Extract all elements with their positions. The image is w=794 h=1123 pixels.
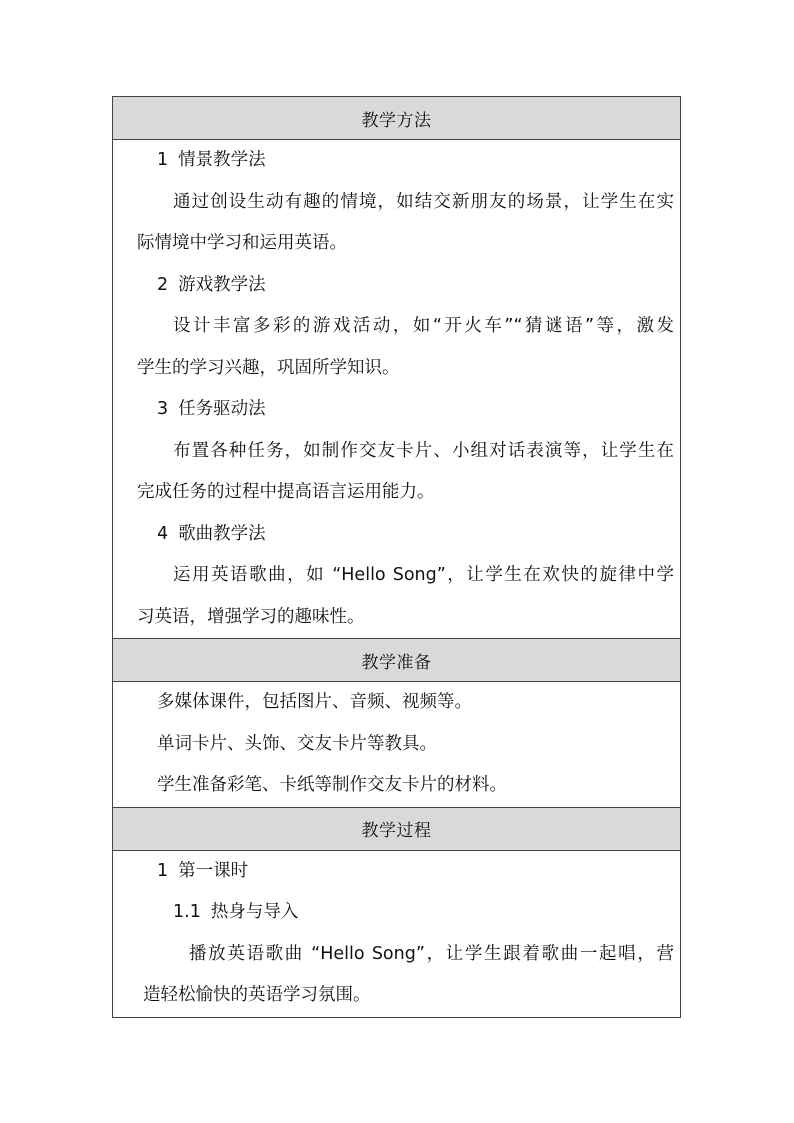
section-header-methods <box>113 97 680 140</box>
method-heading: 3 任务驱动法 <box>157 399 266 419</box>
preparation-item: 单词卡片、头饰、交友卡片等教具。 <box>157 733 437 754</box>
method-paragraph-line: 设计丰富多彩的游戏活动，如“开火车”“猜谜语”等，激发 <box>173 316 674 336</box>
section-header-label: 教学过程 <box>361 821 432 841</box>
method-heading: 4 歌曲教学法 <box>157 523 266 544</box>
process-paragraph-line: 造轻松愉快的英语学习氛围。 <box>143 985 371 1005</box>
preparation-item: 学生准备彩笔、卡纸等制作交友卡片的材料。 <box>157 775 507 795</box>
methods-section <box>113 140 680 638</box>
method-paragraph-line: 通过创设生动有趣的情境，如结交新朋友的场景，让学生在实 <box>173 191 674 212</box>
method-heading: 1 情景教学法 <box>157 150 266 170</box>
method-heading: 2 游戏教学法 <box>157 274 266 295</box>
preparation-section <box>113 682 680 807</box>
lesson-plan-table <box>112 96 681 1018</box>
method-paragraph-line: 际情境中学习和运用英语。 <box>137 233 347 253</box>
method-paragraph-line: 习英语，增强学习的趣味性。 <box>137 606 365 627</box>
method-paragraph-line: 完成任务的过程中提高语言运用能力。 <box>137 482 435 502</box>
section-header-label: 教学方法 <box>361 110 432 131</box>
method-paragraph-line: 运用英语歌曲，如 “Hello Song”，让学生在欢快的旋律中学 <box>173 565 674 585</box>
sub-heading: 1.1 热身与导入 <box>173 902 299 922</box>
lesson-heading: 1 第一课时 <box>157 860 249 881</box>
process-section <box>113 851 680 1017</box>
process-paragraph-line: 播放英语歌曲 “Hello Song”，让学生跟着歌曲一起唱，营 <box>189 943 674 964</box>
preparation-item: 多媒体课件，包括图片、音频、视频等。 <box>157 692 472 712</box>
method-paragraph-line: 学生的学习兴趣，巩固所学知识。 <box>137 357 400 378</box>
section-header-process <box>113 807 680 851</box>
section-header-preparation <box>113 638 680 682</box>
method-paragraph-line: 布置各种任务，如制作交友卡片、小组对话表演等，让学生在 <box>173 440 674 461</box>
section-header-label: 教学准备 <box>361 652 432 673</box>
